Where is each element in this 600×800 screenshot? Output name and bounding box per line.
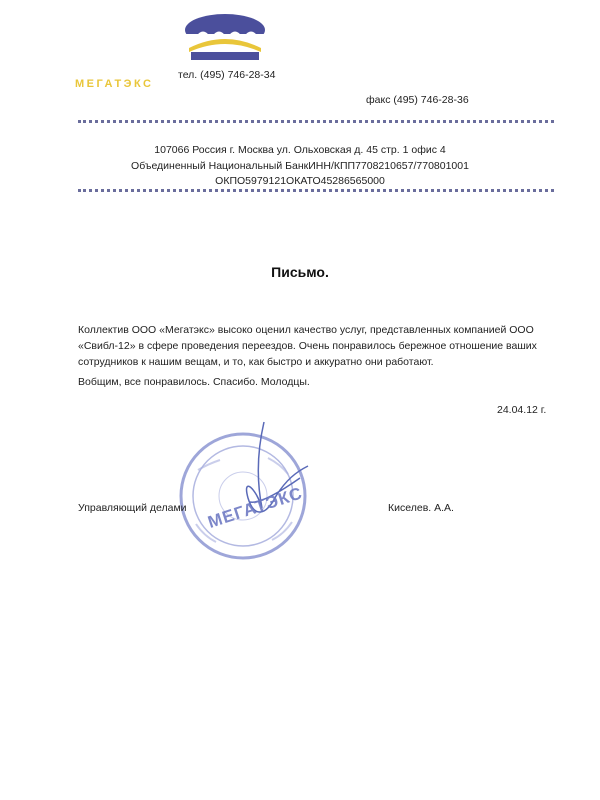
stamp-text: МЕГАТЭКС xyxy=(205,483,305,532)
company-stamp-icon xyxy=(170,418,320,568)
top-dotted-divider xyxy=(78,120,554,123)
signatory-name: Киселев. А.А. xyxy=(388,502,454,514)
bank-details-line: Объединенный Национальный БанкИНН/КПП7708210657/770801001 xyxy=(131,160,469,172)
bottom-dotted-divider xyxy=(78,189,554,192)
letter-date: 24.04.12 г. xyxy=(497,404,547,416)
company-wordmark: МЕГАТЭКС xyxy=(75,78,154,90)
megatex-logo-icon xyxy=(183,12,267,66)
letter-body: Коллектив ООО «Мегатэкс» высоко оценил качество услуг, представленных компанией ООО «Свибл-12» в сфере проведения переездов. Очень понравилось бережное отношение ваших сотрудников к нашим вещам, и то, как быстро и аккуратно они работают. xyxy=(78,324,537,368)
address-line: 107066 Россия г. Москва ул. Ольховская д. 45 стр. 1 офис 4 xyxy=(154,144,446,156)
signatory-position: Управляющий делами xyxy=(78,502,187,514)
fax-number: факс (495) 746-28-36 xyxy=(366,94,469,106)
registry-codes-line: ОКПО5979121ОКАТО45286565000 xyxy=(215,175,385,187)
phone-number: тел. (495) 746-28-34 xyxy=(178,69,276,81)
letter-closing: Вобщим, все понравилось. Спасибо. Молодцы. xyxy=(78,376,310,388)
letter-title: Письмо. xyxy=(271,264,329,280)
